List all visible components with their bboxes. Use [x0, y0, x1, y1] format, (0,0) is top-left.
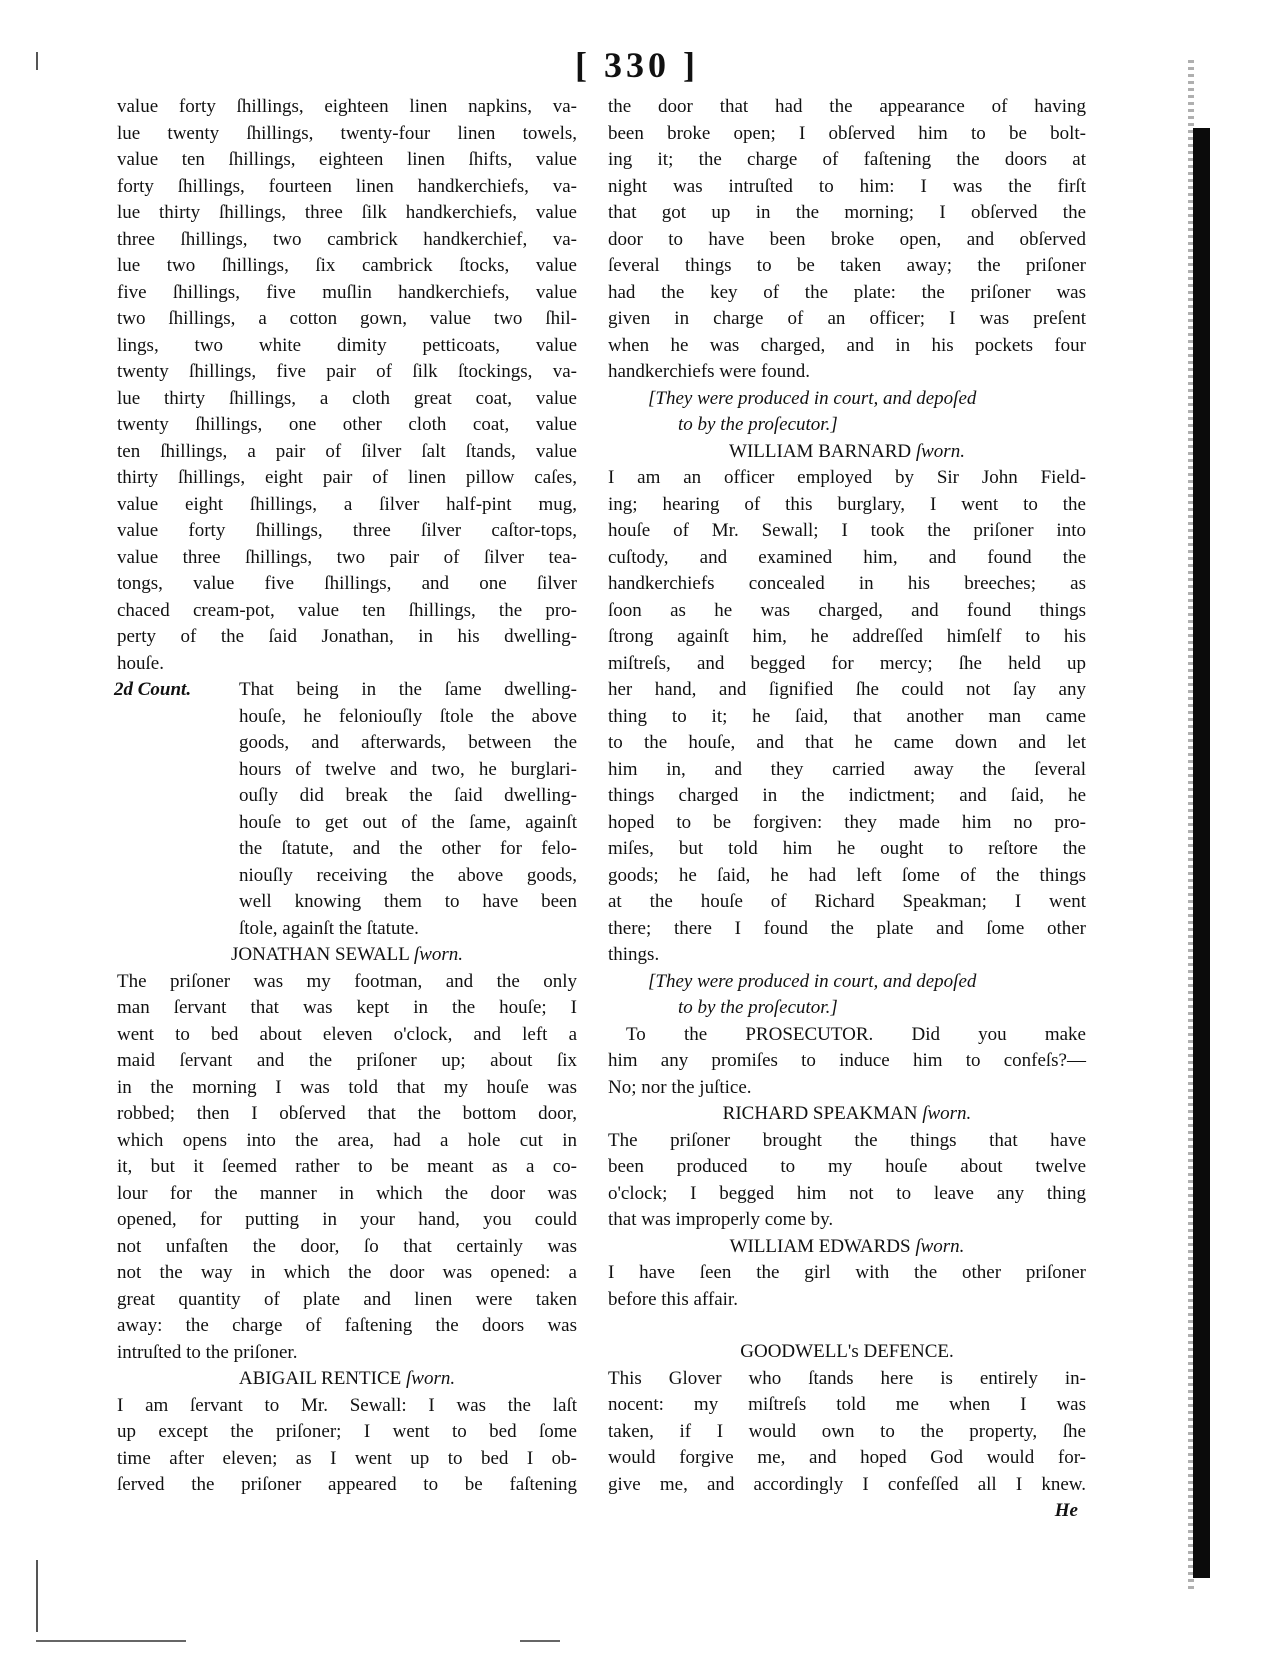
text-line: No; nor the juſtice. — [608, 1076, 752, 1098]
text-line: him in, and they carried away the ſeveral — [608, 758, 1086, 780]
text-line: there; there I found the plate and ſome other — [608, 917, 1086, 939]
witness-heading — [608, 439, 1086, 466]
text-line: lour for the manner in which the door was — [117, 1182, 577, 1204]
text-line: The priſoner was my footman, and the only — [117, 970, 577, 992]
text-line: ſtole, againſt the ſtatute. — [239, 917, 419, 939]
text-line: I have ſeen the girl with the other priſoner — [608, 1262, 1086, 1283]
second-count — [114, 677, 577, 942]
text-line: perty of the ſaid Jonathan, in his dwelling- — [117, 626, 577, 647]
witness-testimony — [608, 1128, 1086, 1234]
defence-statement — [608, 1366, 1086, 1499]
sworn-label: ſworn. — [922, 1103, 972, 1124]
text-line: taken, if I would own to the property, ſhe — [608, 1420, 1086, 1442]
text-line: been produced to my houſe about twelve — [608, 1156, 1086, 1177]
text-line: lue two ſhillings, ſix cambrick ſtocks, value — [117, 255, 577, 276]
text-line: opened, for putting in your hand, you could — [117, 1209, 577, 1230]
court-note-line: [They were produced in court, and depoſed — [648, 970, 977, 992]
text-line: things. — [608, 944, 660, 965]
text-line: five ſhillings, five muſlin handkerchiefs, value — [117, 281, 577, 303]
text-line: door to have been broke open, and obſerved — [608, 228, 1086, 250]
second-count-label: 2d Count. — [114, 679, 192, 700]
second-count-body — [117, 677, 577, 942]
text-line: This Glover who ſtands here is entirely in- — [608, 1367, 1086, 1389]
text-line: which opens into the area, had a hole cut in — [117, 1129, 577, 1151]
text-line: given in charge of an officer; I was preſent — [608, 308, 1086, 329]
text-line: houſe. — [117, 652, 164, 674]
text-line: it, but it ſeemed rather to be meant as a co- — [117, 1156, 577, 1177]
text-line: maid ſervant and the priſoner up; about ſix — [117, 1050, 577, 1071]
sworn-label: ſworn. — [406, 1368, 456, 1389]
text-line: houſe, he feloniouſly ſtole the above — [239, 705, 577, 727]
text-line: away: the charge of faſtening the doors was — [117, 1315, 577, 1336]
text-line: ing it; the charge of faſtening the doors at — [608, 149, 1086, 170]
text-line: the door that had the appearance of having — [608, 96, 1086, 117]
text-line: handkerchiefs concealed in his breeches; as — [608, 573, 1086, 594]
sworn-label: ſworn. — [413, 944, 464, 965]
witness-name: RICHARD SPEAKMAN — [722, 1103, 918, 1124]
text-line: the ſtatute, and the other for felo- — [239, 838, 577, 859]
witness-heading — [117, 1366, 577, 1393]
catchword: He — [1054, 1500, 1078, 1521]
right-column — [608, 94, 1086, 1525]
text-line: not unfaſten the door, ſo that certainly was — [117, 1235, 577, 1257]
text-line: goods; he ſaid, he had left ſome of the things — [608, 864, 1086, 886]
text-line: intruſted to the priſoner. — [117, 1341, 298, 1363]
witness-heading — [608, 1101, 1086, 1128]
prosecutor-exchange — [608, 1022, 1086, 1102]
page-number: [ 330 ] — [575, 45, 699, 85]
text-line: That being in the ſame dwelling- — [239, 679, 577, 700]
text-line: lue thirty ſhillings, a cloth great coat, value — [117, 387, 577, 409]
margin-mark — [36, 1560, 38, 1632]
text-line: ſerved the priſoner appeared to be faſtening — [117, 1474, 577, 1495]
text-line: miſtreſs, and begged for mercy; ſhe held up — [608, 652, 1086, 674]
text-line: ſtrong againſt him, he addreſſed himſelf to his — [608, 626, 1086, 647]
text-line: in the morning I was told that my houſe was — [117, 1076, 577, 1098]
witness-testimony — [608, 1260, 1086, 1313]
text-line: houſe to get out of the ſame, againſt — [239, 811, 577, 833]
text-line: value three ſhillings, two pair of ſilver tea- — [117, 546, 577, 568]
text-line: ing; hearing of this burglary, I went to the — [608, 493, 1086, 515]
left-column — [114, 94, 577, 1499]
sworn-label: ſworn. — [915, 440, 965, 462]
text-line: things charged in the indictment; and ſaid, he — [608, 785, 1086, 806]
text-line: hours of twelve and two, he burglari- — [239, 758, 577, 780]
text-line: value forty ſhillings, three ſilver caſtor-tops, — [117, 520, 577, 541]
text-line: robbed; then I obſerved that the bottom door, — [117, 1103, 577, 1124]
page-bottom-rule — [36, 1640, 186, 1642]
text-line: up except the priſoner; I went to bed ſome — [117, 1421, 577, 1442]
text-line: nocent: my miſtreſs told me when I was — [608, 1394, 1086, 1415]
court-note — [608, 969, 1086, 1022]
court-note-line: to by the proſecutor.] — [678, 414, 838, 435]
text-line: great quantity of plate and linen were taken — [117, 1288, 577, 1310]
text-line: lings, two white dimity petticoats, value — [117, 334, 577, 356]
text-line: night was intruſted to him: I was the firſt — [608, 175, 1086, 197]
text-line: had the key of the plate: the priſoner was — [608, 281, 1086, 303]
witness-name: WILLIAM BARNARD — [729, 440, 912, 462]
text-line: to the houſe, and that he came down and let — [608, 732, 1086, 753]
text-line: at the houſe of Richard Speakman; I went — [608, 891, 1086, 912]
witness-testimony — [608, 465, 1086, 969]
defence-heading: GOODWELL's DEFENCE. — [740, 1341, 954, 1362]
text-line: The priſoner brought the things that have — [608, 1129, 1086, 1151]
text-line: To the PROSECUTOR. Did you make — [626, 1023, 1086, 1045]
text-line: before this affair. — [608, 1288, 738, 1310]
court-note-line: [They were produced in court, and depoſed — [648, 387, 977, 409]
court-note — [608, 386, 1086, 439]
text-line: not the way in which the door was opened: a — [117, 1262, 577, 1283]
court-note-line: to by the proſecutor.] — [678, 997, 838, 1018]
text-line: hoped to be forgiven: they made him no pro- — [608, 811, 1086, 833]
text-line: twenty ſhillings, one other cloth coat, value — [117, 414, 577, 435]
text-line: been broke open; I obſerved him to be bolt- — [608, 122, 1086, 144]
text-line: tongs, value five ſhillings, and one ſilver — [117, 573, 577, 594]
text-line: her hand, and ſignified ſhe could not ſay any — [608, 679, 1086, 700]
text-line: that was improperly come by. — [608, 1209, 834, 1230]
witness-name: JONATHAN SEWALL — [230, 944, 410, 965]
text-line: went to bed about eleven o'clock, and left a — [117, 1023, 577, 1045]
witness-name: ABIGAIL RENTICE — [238, 1368, 402, 1389]
text-line: cuſtody, and examined him, and found the — [608, 546, 1086, 568]
text-line: man ſervant that was kept in the houſe; I — [117, 997, 577, 1018]
section-gap — [608, 1313, 1086, 1339]
page-bottom-rule — [520, 1640, 560, 1642]
text-line: when he was charged, and in his pockets four — [608, 334, 1086, 356]
text-line: miſes, but told him he ought to reſtore the — [608, 838, 1086, 859]
text-line: I am ſervant to Mr. Sewall: I was the laſt — [117, 1394, 577, 1416]
text-line: give me, and accordingly I confeſſed all I knew. — [608, 1473, 1086, 1495]
witness-name: WILLIAM EDWARDS — [729, 1235, 911, 1257]
text-line: o'clock; I begged him not to leave any thing — [608, 1182, 1086, 1204]
witness-testimony — [117, 969, 577, 1367]
text-line: value forty ſhillings, eighteen linen napkins, va- — [117, 96, 577, 117]
witness-testimony-continued — [608, 94, 1086, 386]
text-line: value eight ſhillings, a ſilver half-pint mug, — [117, 493, 577, 515]
text-line: forty ſhillings, fourteen linen handkerchiefs, va- — [117, 175, 577, 197]
text-line: would forgive me, and hoped God would for- — [608, 1447, 1086, 1468]
text-line: I am an officer employed by Sir John Field- — [608, 467, 1086, 488]
text-line: goods, and afterwards, between the — [239, 732, 577, 753]
text-line: him any promiſes to induce him to confeſs?— — [608, 1050, 1086, 1071]
text-line: ten ſhillings, a pair of ſilver ſalt ſtands, value — [117, 440, 577, 462]
witness-heading — [608, 1234, 1086, 1261]
page-edge-shadow — [1193, 128, 1210, 1578]
text-line: houſe of Mr. Sewall; I took the priſoner into — [608, 520, 1086, 541]
text-line: three ſhillings, two cambrick handkerchief, va- — [117, 228, 577, 250]
text-line: handkerchiefs were found. — [608, 361, 811, 382]
text-line: thirty ſhillings, eight pair of linen pillow caſes, — [117, 467, 577, 488]
text-line: that got up in the morning; I obſerved the — [608, 202, 1086, 223]
text-line: ſeveral things to be taken away; the priſoner — [608, 255, 1086, 276]
text-line: well knowing them to have been — [239, 891, 577, 912]
text-line: two ſhillings, a cotton gown, value two ſhil- — [117, 308, 577, 329]
text-line: thing to it; he ſaid, that another man came — [608, 705, 1086, 727]
text-line: ſoon as he was charged, and found things — [608, 599, 1086, 621]
text-line: chaced cream-pot, value ten ſhillings, the pro- — [117, 599, 577, 621]
witness-heading — [117, 942, 577, 969]
text-line: twenty ſhillings, five pair of ſilk ſtockings, va- — [117, 361, 577, 382]
text-line: niouſly receiving the above goods, — [239, 864, 577, 886]
text-line: lue twenty ſhillings, twenty-four linen towels, — [117, 122, 577, 144]
indictment-goods — [117, 94, 577, 677]
text-line: time after eleven; as I went up to bed I ob- — [117, 1447, 577, 1469]
text-line: lue thirty ſhillings, three ſilk handkerchiefs, value — [117, 202, 577, 223]
sworn-label: ſworn. — [915, 1235, 965, 1257]
witness-testimony — [117, 1393, 577, 1499]
text-line: value ten ſhillings, eighteen linen ſhifts, value — [117, 149, 577, 170]
text-line: ouſly did break the ſaid dwelling- — [239, 785, 577, 806]
